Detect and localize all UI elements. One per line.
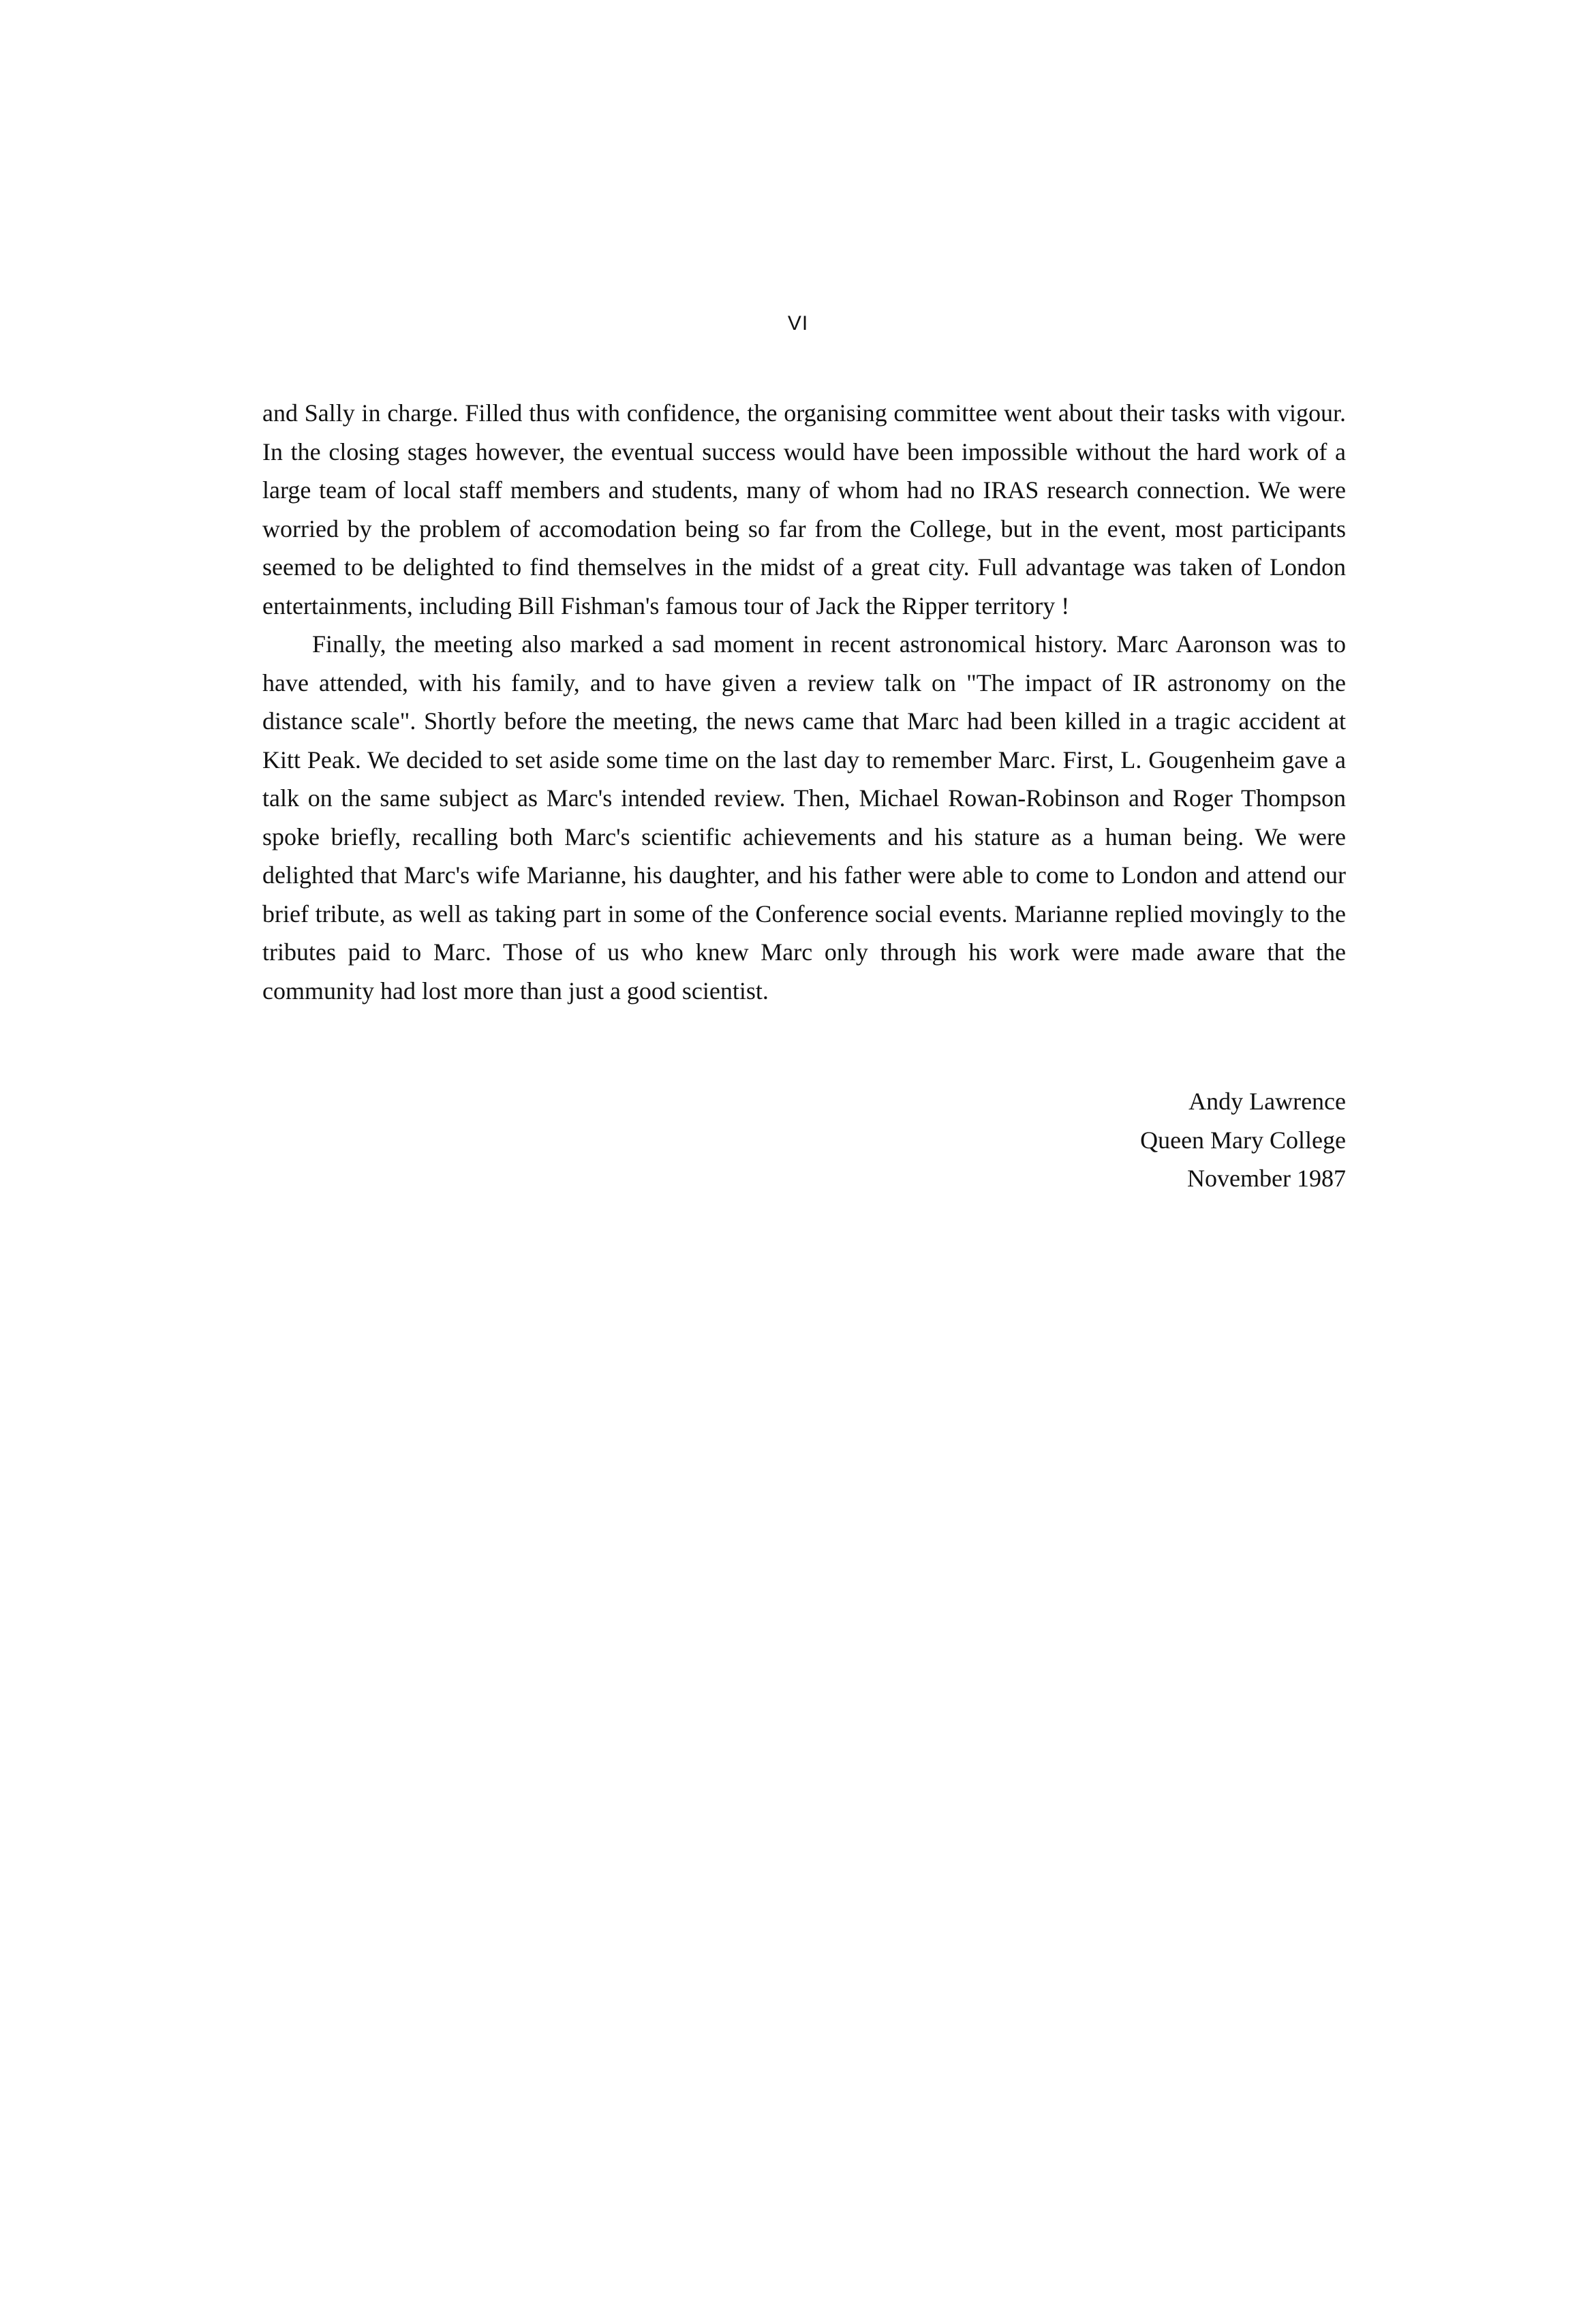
paragraph-tribute: Finally, the meeting also marked a sad moment in recent astronomical history. Marc Aaronson was to have attended, with his family, and to have given a review talk on "The impact of IR astronomy on the distance scale". Shortly before the meeting, the news came that Marc had been killed in a tragic accident at Kitt Peak. We decided to set aside some time on the last day to remember Marc. First, L. Gougenheim gave a talk on the same subject as Marc's intended review. Then, Michael Rowan-Robinson and Roger Thompson spoke briefly, recalling both Marc's scientific achievements and his stature as a human being. We were delighted that Marc's wife Marianne, his daughter, and his father were able to come to London and attend our brief tribute, as well as taking part in some of the Conference social events. Marianne replied movingly to the tributes paid to Marc. Those of us who knew Marc only through his work were made aware that the community had lost more than just a good scientist. <box>262 630 1346 1005</box>
body-text <box>262 394 1346 1010</box>
signature-block <box>1140 1082 1346 1198</box>
signature-institution: Queen Mary College <box>1140 1126 1346 1154</box>
page-number: VI <box>787 312 809 335</box>
signature-name: Andy Lawrence <box>1188 1088 1346 1115</box>
paragraph-committee: and Sally in charge. Filled thus with confidence, the organising committee went about their tasks with vigour. In the closing stages however, the eventual success would have been impossible without the hard work of a large team of local staff members and students, many of whom had no IRAS research connection. We were worried by the problem of accomodation being so far from the College, but in the event, most participants seemed to be delighted to find themselves in the midst of a great city. Full advantage was taken of London entertainments, including Bill Fishman's famous tour of Jack the Ripper territory ! <box>262 399 1346 619</box>
signature-date: November 1987 <box>1187 1165 1346 1192</box>
